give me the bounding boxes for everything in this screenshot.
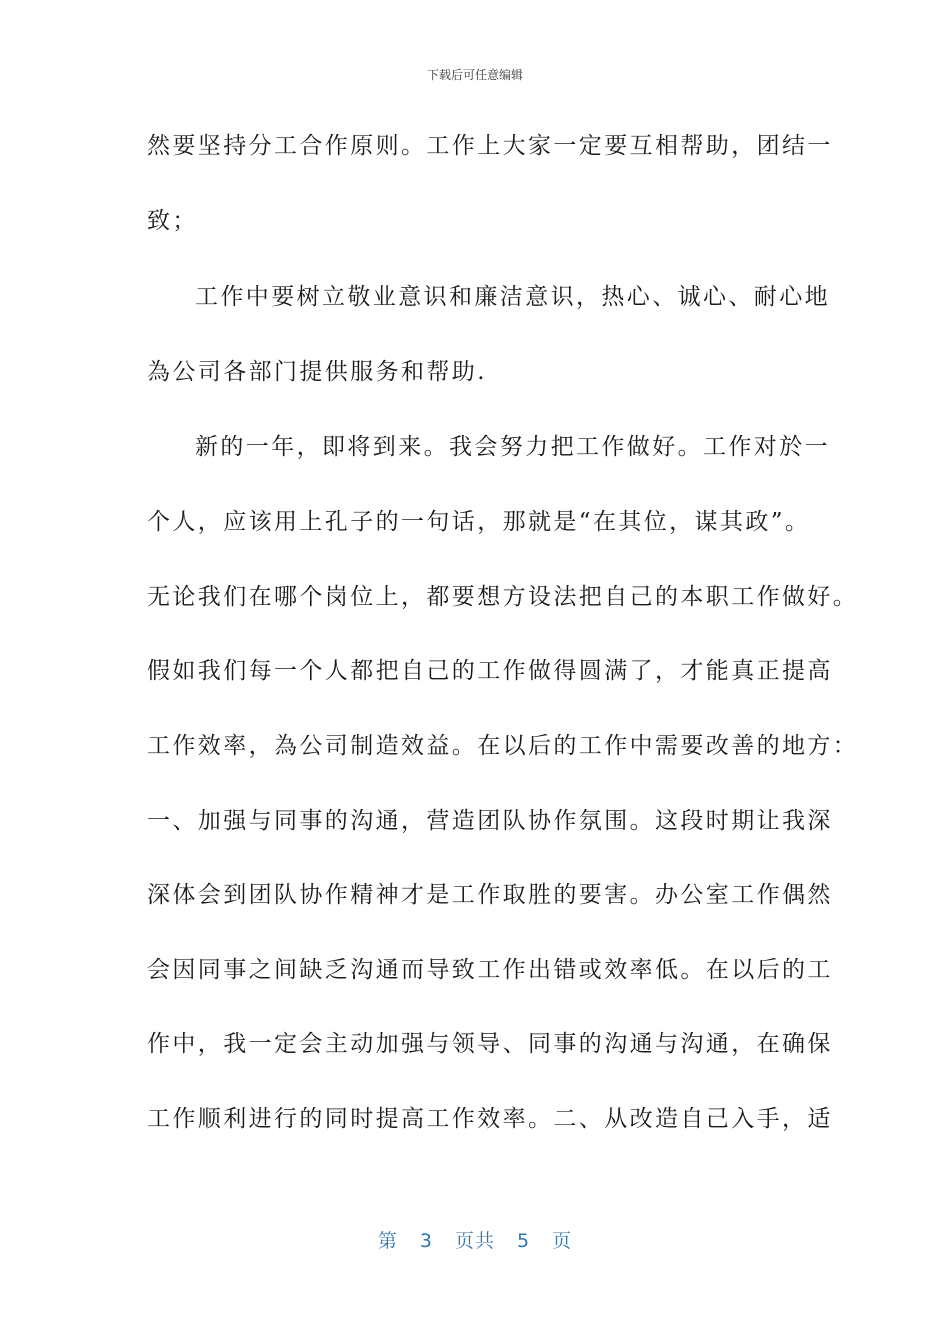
text-line: 為公司各部门提供服务和帮助. <box>147 359 487 385</box>
text-line: 致； <box>147 208 198 234</box>
text-line: 工作中要树立敬业意识和廉洁意识，热心、诚心、耐心地 <box>195 284 830 310</box>
text-line: 工作顺利进行的同时提高工作效率。二、从改造自己入手，适 <box>147 1106 833 1132</box>
text-line: 个人，应该用上孔子的一句话，那就是“在其位，谋其政”。 <box>147 509 811 535</box>
text-line: 作中，我一定会主动加强与领导、同事的沟通与沟通，在确保 <box>147 1031 833 1057</box>
page-footer <box>0 1226 950 1253</box>
text-line: 深体会到团队协作精神才是工作取胜的要害。办公室工作偶然 <box>147 882 833 908</box>
text-line: 工作效率，為公司制造效益。在以后的工作中需要改善的地方： <box>147 733 859 759</box>
footer-middle: 页共 <box>454 1230 495 1252</box>
page-header: 下载后可任意编辑 <box>426 68 523 82</box>
text-line: 会因同事之间缺乏沟通而导致工作出错或效率低。在以后的工 <box>147 957 833 983</box>
footer-suffix: 页 <box>552 1230 573 1252</box>
text-line: 无论我们在哪个岗位上，都要想方设法把自己的本职工作做好。 <box>147 584 859 610</box>
total-page-count: 5 <box>517 1230 531 1252</box>
text-line: 一、加强与同事的沟通，营造团队协作氛围。这段时期让我深 <box>147 808 833 834</box>
text-line: 假如我们每一个人都把自己的工作做得圆满了，才能真正提高 <box>147 658 833 684</box>
text-line: 然要坚持分工合作原则。工作上大家一定要互相帮助，团结一 <box>147 133 833 159</box>
text-line: 新的一年，即将到来。我会努力把工作做好。工作对於一 <box>195 434 830 460</box>
current-page-number: 3 <box>419 1230 433 1252</box>
footer-prefix: 第 <box>377 1230 398 1252</box>
